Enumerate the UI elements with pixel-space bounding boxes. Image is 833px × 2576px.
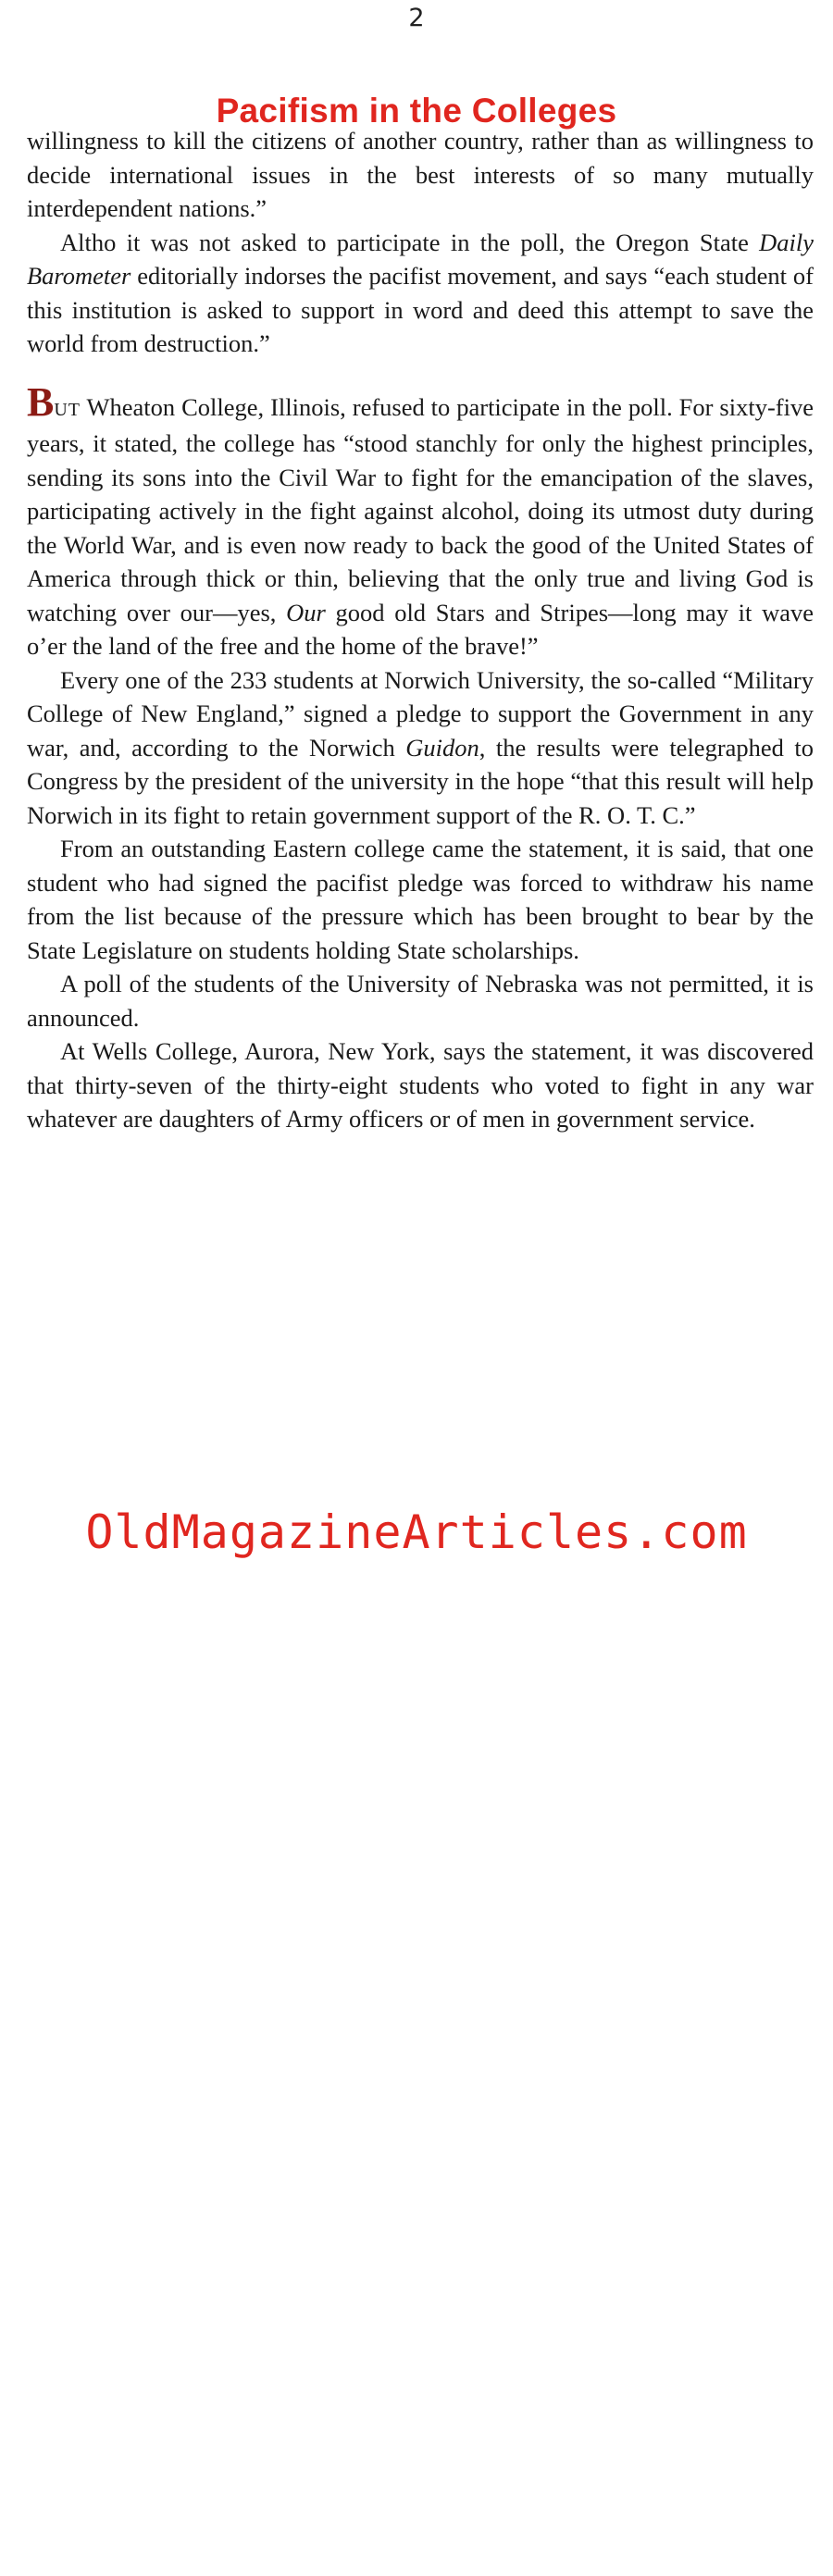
emphasis-our: Our	[286, 598, 326, 626]
paragraph-4-text-a: Every one of the 233 students at Norwich University, the so-called “Military College of New England,” signed a pledge to support the Government in any war, and, according to the Norwich	[27, 665, 814, 762]
drop-cap: B	[27, 378, 55, 425]
article-body	[27, 124, 814, 1136]
paragraph-4	[27, 663, 814, 833]
paragraph-3	[27, 378, 814, 663]
page-title: Pacifism in the Colleges	[216, 91, 617, 130]
paragraph-2-text-a: Altho it was not asked to participate in the poll, the Oregon State	[60, 228, 760, 256]
newspaper-name-barometer: Daily Barometer	[27, 228, 814, 290]
site-brand-link[interactable]: OldMagazineArticles.com	[85, 1505, 748, 1559]
paragraph-2-text-b: editorially indorses the pacifist movement, and says “each student of this institution is asked to support in word and deed this attempt to save the world from destruction.”	[27, 262, 814, 357]
newspaper-name-guidon: Guidon	[405, 733, 479, 762]
paragraph-1: willingness to kill the citizens of another country, rather than as willingness to decide international issues in the best interests of so many mutually interdependent nations.”	[27, 127, 814, 222]
small-caps-lead: UT	[54, 399, 81, 420]
paragraph-7: At Wells College, Aurora, New York, says the statement, it was discovered that thirty-seven of the thirty-eight students who voted to fight in any war whatever are daughters of Army officers or of men in government service.	[27, 1037, 814, 1133]
paragraph-3-text-a: Wheaton College, Illinois, refused to participate in the poll. For sixty-five years, it stated, the college has “stood stanchly for only the highest principles, sending its sons into the Civil War to fight for the emancipation of the slaves, participating actively in the fight against alcohol, doing its utmost duty during the World War, and is even now ready to back the good of the United States of America through thick or thin, believing that the only true and living God is watching over our—yes,	[27, 392, 814, 626]
paragraph-4-text-b: , the results were telegraphed to Congress by the president of the university in the hope “that this result will help Norwich in its fight to retain government support of the R. O. T. C.”	[27, 733, 814, 829]
paragraph-6: A poll of the students of the University of Nebraska was not permitted, it is announced.	[27, 970, 814, 1032]
page-number: 2	[408, 4, 425, 32]
paragraph-2	[27, 226, 814, 361]
paragraph-3-text-b: good old Stars and Stripes—long may it wave o’er the land of the free and the home of the brave!”	[27, 598, 814, 660]
paragraph-5: From an outstanding Eastern college came the statement, it is said, that one student who had signed the pacifist pledge was forced to withdraw his name from the list because of the pressure which has been brought to bear by the State Legislature on students holding State scholarships.	[27, 835, 814, 964]
